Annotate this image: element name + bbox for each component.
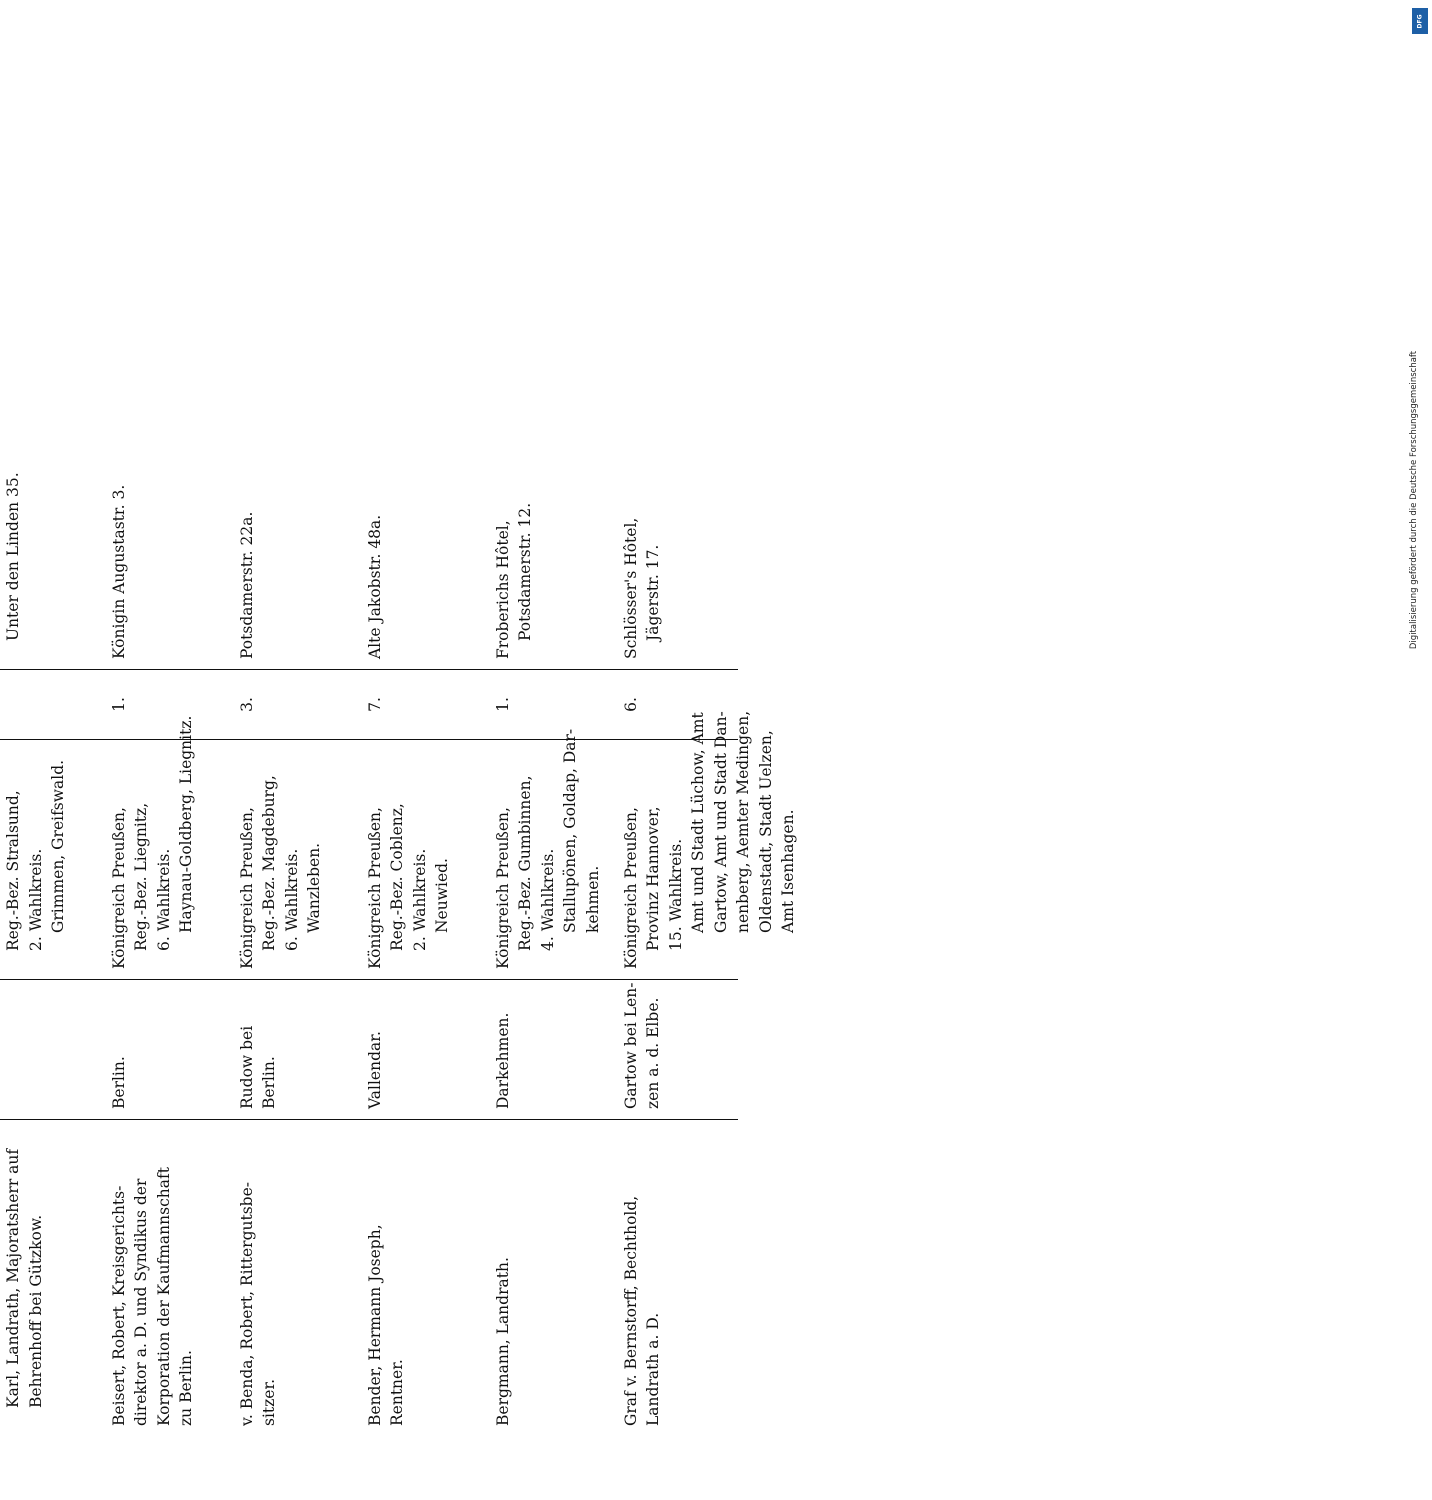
member-residence-line: Vallendar.: [366, 1031, 384, 1109]
member-residence-line: Berlin.: [260, 1056, 279, 1109]
member-division-value: [0, 680, 2, 729]
member-district-line: 6. Wahlkreis.: [154, 848, 173, 951]
member-residence: [354, 980, 482, 1120]
member-district-line: Stallupönen, Goldap, Dar-: [561, 728, 580, 933]
member-berlin-address-line: Potsdamerstr. 22a.: [238, 511, 256, 659]
member-name: [226, 1120, 354, 1430]
member-berlin-address: [482, 500, 610, 670]
member-residence-line: Darkehmen.: [494, 1012, 512, 1109]
member-district-line: Reg.-Bez. Gumbinnen,: [516, 775, 535, 951]
member-district-line: Amt Isenhagen.: [779, 809, 798, 933]
member-district-line: Reg.-Bez. Stralsund,: [4, 790, 23, 951]
member-name: [482, 1120, 610, 1430]
table-row: [610, 500, 798, 1430]
member-name-line: Rentner.: [388, 1359, 407, 1426]
table-body: [0, 472, 798, 1430]
member-district-line: 2. Wahlkreis.: [410, 848, 429, 951]
member-berlin-address: [226, 500, 354, 670]
member-berlin-address: [610, 500, 738, 670]
member-residence-line: Gartow bei Len-: [622, 982, 640, 1109]
member-district-line: kehmen.: [583, 865, 602, 933]
member-division-value: 1.: [110, 697, 128, 712]
member-name: [354, 1120, 482, 1430]
member-name-line: Korporation der Kaufmannschaft: [154, 1167, 173, 1426]
member-berlin-address-line: Unter den Linden 35.: [4, 472, 23, 641]
member-residence-line: Rudow bei: [238, 1025, 256, 1109]
member-district-line: Reg.-Bez. Magdeburg,: [260, 775, 279, 951]
member-name-line: v. Benda, Robert, Rittergutsbe-: [238, 1181, 256, 1426]
member-district: [354, 740, 482, 980]
digitization-note: [1400, 0, 1432, 1000]
member-berlin-address-line: Jägerstr. 17.: [644, 544, 663, 641]
member-district-line: nenberg, Aemter Medingen,: [734, 710, 753, 933]
member-residence: [482, 980, 610, 1120]
member-district-line: 2. Wahlkreis.: [26, 848, 45, 951]
member-district: [226, 740, 354, 980]
member-division: [226, 670, 354, 740]
member-name-line: Behrenhoff bei Gützkow.: [26, 1214, 45, 1408]
member-district: [0, 740, 98, 980]
table-row: [0, 472, 98, 1430]
members-table: [0, 472, 880, 1430]
member-berlin-address-line: Königin Augustastr. 3.: [110, 484, 128, 659]
member-name-line: Karl, Landrath, Majoratsherr auf: [4, 1148, 23, 1408]
member-district-line: Amt und Stadt Lüchow, Amt: [689, 712, 708, 933]
member-division: [0, 670, 98, 740]
table-row: [98, 484, 226, 1430]
member-name-line: Landrath a. D.: [644, 1312, 663, 1426]
member-division: [482, 670, 610, 740]
member-residence: [98, 980, 226, 1120]
digitization-note-text: Digitalisierung gefördert durch die Deutsche Forschungsgemeinschaft: [1409, 350, 1419, 650]
rotated-sheet: [0, 472, 880, 1500]
member-division-value: 3.: [238, 697, 256, 712]
member-division: [354, 670, 482, 740]
member-district-line: Provinz Hannover,: [644, 806, 663, 951]
table-row: [354, 500, 482, 1430]
member-name-line: Graf v. Bernstorff, Bechthold,: [622, 1195, 640, 1426]
member-district-line: Königreich Preußen,: [366, 807, 384, 969]
table-row: [482, 500, 610, 1430]
member-district-line: 4. Wahlkreis.: [538, 848, 557, 951]
member-name-line: sitzer.: [260, 1378, 279, 1426]
member-district-line: Reg.-Bez. Liegnitz,: [132, 802, 151, 951]
member-district-line: Oldenstadt, Stadt Uelzen,: [756, 730, 775, 933]
member-name-line: Bender, Hermann Joseph,: [366, 1224, 384, 1426]
member-berlin-address: [98, 484, 226, 670]
member-district-line: Königreich Preußen,: [238, 807, 256, 969]
member-division: [610, 670, 738, 740]
member-name-line: Bergmann, Landrath.: [494, 1257, 512, 1426]
member-name-line: direktor a. D. und Syndikus der: [132, 1178, 151, 1426]
member-division-value: 7.: [366, 697, 384, 712]
table-row: [226, 500, 354, 1430]
member-district-line: Gartow, Amt und Stadt Dan-: [711, 711, 730, 933]
member-berlin-address-line: Alte Jakobstr. 48a.: [366, 514, 384, 659]
member-name: [610, 1120, 738, 1430]
member-name-line: Beisert, Robert, Kreisgerichts-: [110, 1185, 128, 1426]
member-district-line: 6. Wahlkreis.: [282, 848, 301, 951]
member-district-line: Haynau-Goldberg, Liegnitz.: [177, 715, 196, 933]
member-district-line: Königreich Preußen,: [494, 807, 512, 969]
member-name: [98, 1120, 226, 1430]
member-name: [0, 1120, 98, 1430]
member-name-line: zu Berlin.: [177, 1350, 196, 1426]
member-berlin-address-line: Potsdamerstr. 12.: [516, 502, 535, 641]
member-residence: [226, 980, 354, 1120]
member-berlin-address-line: Froberichs Hôtel,: [494, 520, 512, 659]
member-division-value: 6.: [622, 697, 640, 712]
member-berlin-address: [354, 500, 482, 670]
member-district-line: Reg.-Bez. Coblenz,: [388, 803, 407, 951]
member-residence-line: [0, 990, 2, 1109]
dfg-logo: DFG: [1412, 8, 1428, 34]
member-berlin-address-line: Schlösser's Hôtel,: [622, 517, 640, 659]
member-residence: [0, 980, 98, 1120]
member-residence-line: zen a. d. Elbe.: [644, 997, 663, 1109]
member-berlin-address: [0, 472, 98, 670]
member-district-line: Königreich Preußen,: [110, 807, 128, 969]
member-district-line: Grimmen, Greifswald.: [49, 759, 68, 933]
member-residence: [610, 980, 738, 1120]
member-district-line: Wanzleben.: [305, 842, 324, 933]
member-district: [98, 715, 226, 980]
member-district: [610, 710, 798, 980]
member-district: [482, 728, 610, 980]
member-district-line: Königreich Preußen,: [622, 807, 640, 969]
member-residence-line: Berlin.: [110, 1056, 128, 1109]
member-division-value: 1.: [494, 697, 512, 712]
member-district-line: 15. Wahlkreis.: [666, 838, 685, 951]
member-division: [98, 670, 226, 740]
member-district-line: Neuwied.: [433, 858, 452, 933]
